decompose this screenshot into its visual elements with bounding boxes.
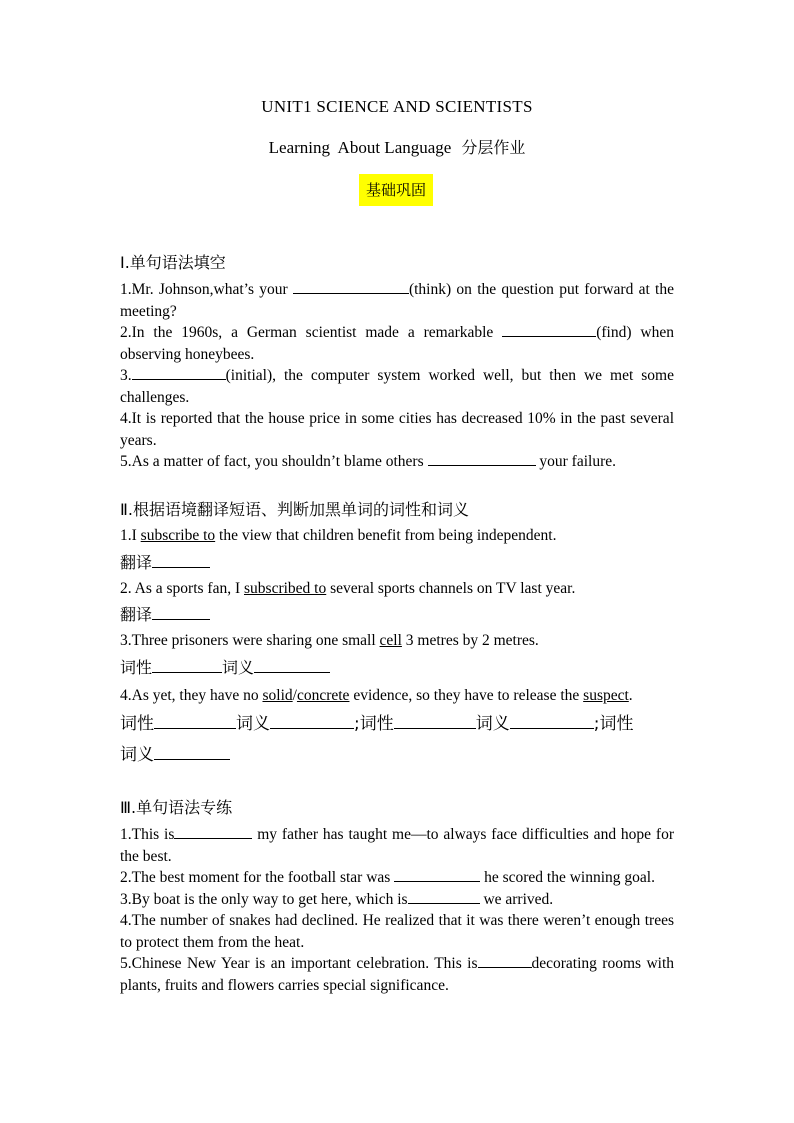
answer-blank[interactable]	[254, 658, 330, 673]
s2-q3-answers: 词性 词义	[120, 655, 674, 681]
lesson-title	[0, 135, 794, 158]
s1-q3: 3. (initial), the computer system worked well, but then we met some challenges.	[120, 367, 674, 406]
answer-blank[interactable]	[154, 714, 236, 729]
answer-blank[interactable]	[293, 279, 409, 294]
s1-q5: 5.As a matter of fact, you shouldn’t blame others your failure.	[120, 453, 616, 470]
answer-blank[interactable]	[408, 889, 480, 904]
section-3-heading: Ⅲ.单句语法专练	[120, 798, 233, 817]
s1-q1: 1.Mr. Johnson,what’s your (think) on the question put forward at the meeting?	[120, 281, 674, 320]
answer-blank[interactable]	[270, 714, 354, 729]
target-word: concrete	[296, 686, 350, 704]
unit-title: UNIT1 SCIENCE AND SCIENTISTS	[261, 97, 533, 116]
target-phrase: subscribe to	[140, 527, 216, 544]
section-3	[120, 797, 674, 996]
s3-q5: 5.Chinese New Year is an important celebration. This is decorating rooms with plants, fruits and flowers carries special significance.	[120, 955, 674, 994]
answer-blank[interactable]	[154, 745, 230, 760]
answer-blank[interactable]	[132, 365, 226, 380]
target-word: suspect	[583, 686, 629, 704]
s3-q4: 4.The number of snakes had declined. He realized that it was there weren’t enough trees to protect them from the heat.	[120, 912, 674, 951]
answer-blank[interactable]	[394, 867, 480, 882]
level-badge: 基础巩固	[359, 174, 433, 206]
target-word: solid	[262, 686, 293, 704]
answer-blank[interactable]	[428, 451, 536, 466]
s2-q4-answers-cont: 词义	[120, 740, 674, 771]
target-word: cell	[379, 632, 402, 649]
answer-blank[interactable]	[510, 714, 594, 729]
s3-q2: 2.The best moment for the football star was he scored the winning goal.	[120, 869, 655, 886]
section-1-heading: Ⅰ.单句语法填空	[120, 253, 226, 272]
answer-blank[interactable]	[394, 714, 476, 729]
answer-blank[interactable]	[152, 553, 210, 568]
section-2	[120, 499, 674, 771]
s2-q4-answers: 词性 词义 ;词性 词义 ;词性	[120, 713, 634, 734]
s2-q4: 4.As yet, they have no solid/concrete evidence, so they have to release the suspect.	[120, 686, 633, 704]
answer-blank[interactable]	[152, 605, 210, 620]
s3-q3: 3.By boat is the only way to get here, which is we arrived.	[120, 890, 554, 908]
s3-q1: 1.This is my father has taught me—to always face difficulties and hope for the best.	[120, 826, 674, 865]
s2-q2: 2. As a sports fan, I subscribed to several sports channels on TV last year.	[120, 579, 576, 597]
answer-blank[interactable]	[478, 953, 532, 968]
answer-blank[interactable]	[174, 824, 252, 839]
s2-q2-translation: 翻译	[120, 602, 674, 628]
s1-q2: 2.In the 1960s, a German scientist made a remarkable (find) when observing honeybees.	[120, 324, 674, 363]
s1-q4: 4.It is reported that the house price in some cities has decreased 10% in the past several years.	[120, 410, 674, 449]
section-2-heading: Ⅱ.根据语境翻译短语、判断加黑单词的词性和词义	[120, 500, 469, 519]
target-phrase: subscribed to	[244, 579, 327, 597]
s2-q3: 3.Three prisoners were sharing one small cell 3 metres by 2 metres.	[120, 632, 539, 649]
answer-blank[interactable]	[152, 658, 222, 673]
s2-q1: 1.I subscribe to the view that children benefit from being independent.	[120, 527, 557, 544]
lesson-title-zh: 分层作业	[461, 138, 526, 157]
s2-q1-translation: 翻译	[120, 550, 674, 576]
answer-blank[interactable]	[502, 322, 596, 337]
lesson-title-en: Learning About Language	[268, 138, 452, 157]
section-1	[120, 252, 674, 473]
